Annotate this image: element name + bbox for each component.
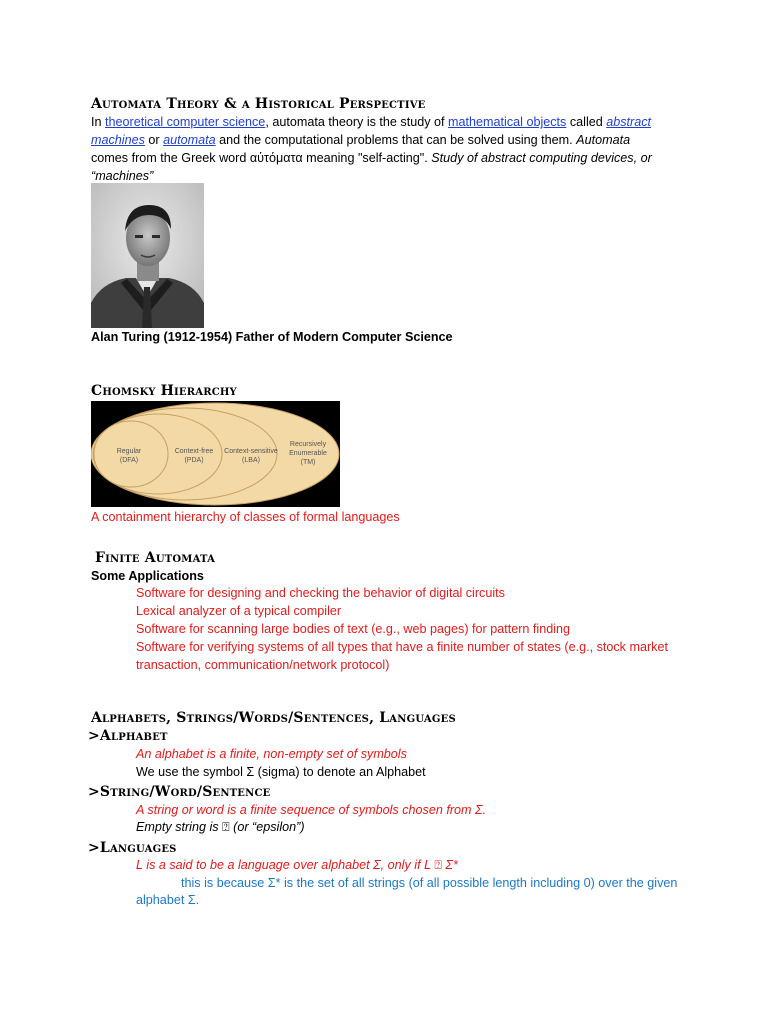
empty-string-text: (or “epsilon”) bbox=[229, 820, 305, 834]
applications-list bbox=[136, 584, 696, 674]
finite-automata-heading: Finite Automata bbox=[95, 550, 216, 566]
string-definition: A string or word is a finite sequence of symbols chosen from Σ. bbox=[136, 803, 487, 817]
recursively-enumerable-sub-label: (TM) bbox=[300, 459, 316, 466]
language-note-line-1: this is because Σ* is the set of all strings (of all possible length including 0) over the given bbox=[181, 876, 678, 890]
context-free-label: Context-free bbox=[174, 448, 214, 455]
intro-text: Automata bbox=[576, 133, 631, 147]
intro-text: and the computational problems that can be solved using them. bbox=[215, 133, 577, 147]
list-item: transaction, communication/network protocol) bbox=[136, 658, 390, 672]
alphabets-heading: Alphabets, Strings/Words/Sentences, Languages bbox=[91, 710, 456, 726]
context-sensitive-sub-label: (LBA) bbox=[242, 457, 260, 464]
theoretical-cs-link[interactable]: theoretical computer science bbox=[105, 115, 266, 129]
applications-subheading: Some Applications bbox=[91, 569, 204, 583]
alphabet-definition: An alphabet is a finite, non-empty set of symbols bbox=[136, 747, 407, 761]
intro-text: or bbox=[144, 133, 164, 147]
recursively-enumerable-label: Recursively bbox=[289, 441, 327, 448]
epsilon-symbol-glyph: ⍰ bbox=[222, 820, 230, 834]
page-title: Automata Theory & a Historical Perspective bbox=[91, 96, 426, 112]
languages-subheading: >Languages bbox=[88, 840, 177, 856]
chomsky-hierarchy-diagram bbox=[91, 401, 340, 507]
intro-text: comes from the Greek word αὐτόματα meaning "self-acting". bbox=[91, 151, 432, 165]
context-free-sub-label: (PDA) bbox=[184, 457, 204, 464]
language-def-text: L is a said to be a language over alphabet Σ, only if L bbox=[136, 858, 435, 872]
language-def-text: Σ* bbox=[441, 858, 458, 872]
abstract-machines-link[interactable]: abstract bbox=[606, 115, 652, 129]
mathematical-objects-link[interactable]: mathematical objects bbox=[448, 115, 567, 129]
empty-string-note bbox=[136, 818, 305, 836]
intro-text: “machines” bbox=[91, 169, 154, 183]
chomsky-heading: Chomsky Hierarchy bbox=[91, 383, 237, 399]
abstract-machines-link[interactable]: machines bbox=[91, 133, 145, 147]
recursively-enumerable-label-2: Enumerable bbox=[289, 450, 327, 457]
string-subheading: >String/Word/Sentence bbox=[88, 784, 271, 800]
intro-text: called bbox=[566, 115, 607, 129]
list-item: Software for verifying systems of all types that have a finite number of states (e.g., stock market bbox=[136, 640, 668, 654]
regular-label: Regular bbox=[116, 448, 142, 455]
alphabet-note: We use the symbol Σ (sigma) to denote an Alphabet bbox=[136, 765, 426, 779]
context-sensitive-label: Context-sensitive bbox=[224, 448, 278, 455]
alan-turing-photo bbox=[91, 183, 204, 328]
intro-text: In bbox=[91, 115, 106, 129]
photo-caption: Alan Turing (1912-1954) Father of Modern Computer Science bbox=[91, 330, 453, 344]
chomsky-caption: A containment hierarchy of classes of formal languages bbox=[91, 510, 400, 524]
alphabet-subheading: >Alphabet bbox=[88, 728, 168, 744]
intro-text: Study of abstract computing devices, or bbox=[431, 151, 652, 165]
intro-text: , automata theory is the study of bbox=[265, 115, 449, 129]
intro-paragraph bbox=[91, 113, 691, 185]
language-note-line-2: alphabet Σ. bbox=[136, 893, 200, 907]
list-item: Lexical analyzer of a typical compiler bbox=[136, 604, 342, 618]
subset-symbol-glyph: ⍰ bbox=[434, 858, 442, 872]
regular-sub-label: (DFA) bbox=[119, 457, 139, 464]
list-item: Software for scanning large bodies of text (e.g., web pages) for pattern finding bbox=[136, 622, 571, 636]
automata-link[interactable]: automata bbox=[163, 133, 216, 147]
list-item: Software for designing and checking the behavior of digital circuits bbox=[136, 586, 505, 600]
language-definition bbox=[136, 856, 458, 874]
empty-string-text: Empty string is bbox=[136, 820, 223, 834]
